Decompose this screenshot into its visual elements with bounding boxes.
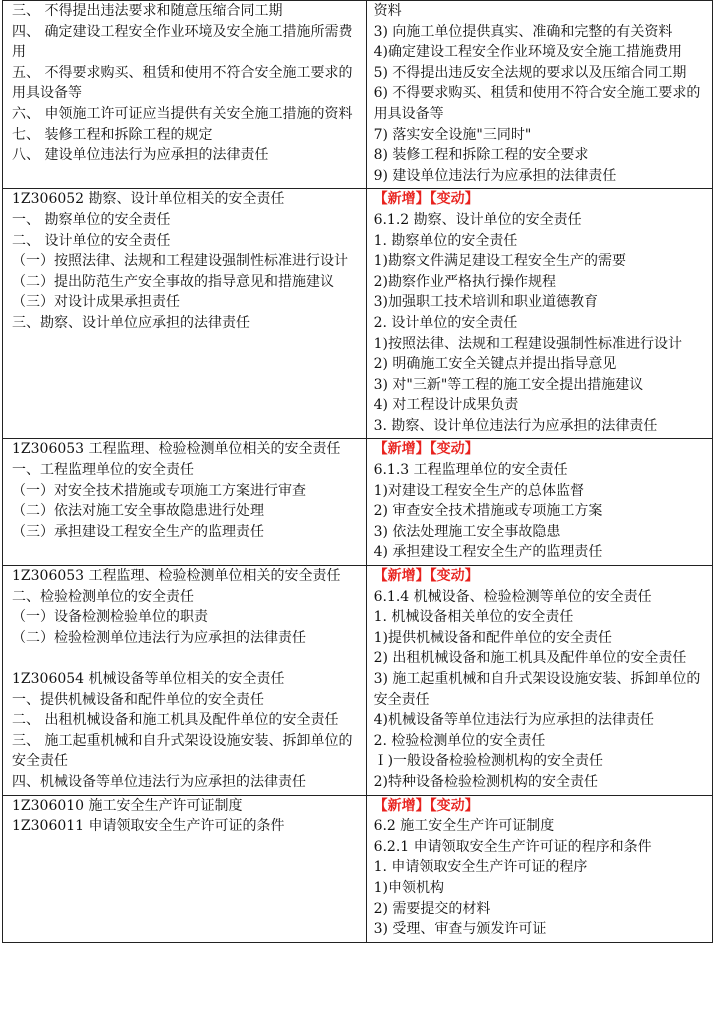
new-outline-line: 6.2 施工安全生产许可证制度 (373, 818, 555, 835)
old-outline-line (12, 648, 362, 669)
new-outline-line: 2) 出租机械设备和施工机具及配件单位的安全责任 (373, 650, 687, 667)
new-outline-line: 1. 机械设备相关单位的安全责任 (373, 609, 574, 626)
new-outline-cell (366, 566, 712, 796)
old-outline-line: 二、 设计单位的安全责任 (12, 232, 171, 249)
old-outline-line: 一、 勘察单位的安全责任 (12, 211, 171, 228)
old-outline-line: 三、 施工起重机械和自升式架设设施安装、拆卸单位的安全责任 (12, 732, 353, 770)
old-outline-line: （二）依法对施工安全事故隐患进行处理 (12, 503, 264, 520)
new-outline-line: 8) 装修工程和拆除工程的安全要求 (373, 147, 589, 164)
old-outline-line: 二、检验检测单位的安全责任 (12, 588, 194, 605)
old-outline-line: 六、 申领施工许可证应当提供有关安全施工措施的资料 (12, 105, 353, 122)
new-outline-line: 3. 勘察、设计单位违法行为应承担的法律责任 (373, 417, 658, 434)
old-outline-line: 四、机械设备等单位违法行为应承担的法律责任 (12, 773, 306, 790)
old-outline-line: 八、 建设单位违法行为应承担的法律责任 (12, 147, 269, 164)
new-outline-cell (366, 439, 712, 566)
new-outline-line: 2. 检验检测单位的安全责任 (373, 732, 546, 749)
new-outline-line: 9) 建设单位违法行为应承担的法律责任 (373, 167, 617, 184)
old-outline-line: 三、勘察、设计单位应承担的法律责任 (12, 314, 250, 331)
new-outline-line: 1)按照法律、法规和工程建设强制性标准进行设计 (373, 335, 682, 352)
new-outline-line: 2)勘察作业严格执行操作规程 (373, 273, 556, 290)
old-outline-line: 1Z306010 施工安全生产许可证制度 (12, 797, 243, 814)
new-outline-line: 资料 (373, 3, 402, 19)
table-row (3, 439, 713, 566)
table-body (3, 1, 713, 943)
new-outline-line: 3) 向施工单位提供真实、准确和完整的有关资料 (373, 23, 673, 40)
table-row (3, 795, 713, 942)
table-row (3, 189, 713, 439)
old-outline-line: 三、 不得提出违法要求和随意压缩合同工期 (12, 3, 283, 19)
new-outline-line: 2) 审查安全技术措施或专项施工方案 (373, 503, 603, 520)
old-outline-line: 五、 不得要求购买、租赁和使用不符合安全施工要求的用具设备等 (12, 64, 353, 102)
change-tag: 【新增】【变动】 (373, 191, 479, 208)
old-outline-line: （三）承担建设工程安全生产的监理责任 (12, 523, 264, 540)
old-outline-line: 1Z306053 工程监理、检验检测单位相关的安全责任 (12, 441, 341, 458)
new-outline-line: 4)机械设备等单位违法行为应承担的法律责任 (373, 712, 654, 729)
new-outline-line: 6.1.2 勘察、设计单位的安全责任 (373, 211, 582, 228)
old-outline-line: 七、 装修工程和拆除工程的规定 (12, 126, 213, 143)
new-outline-line: 7) 落实安全设施"三同时" (373, 126, 532, 143)
new-outline-line: 4) 承担建设工程安全生产的监理责任 (373, 544, 603, 561)
new-outline-line: 3)加强职工技术培训和职业道德教育 (373, 294, 598, 311)
table-row (3, 1, 713, 189)
change-tag: 【新增】【变动】 (373, 568, 479, 585)
old-outline-cell (3, 795, 367, 942)
new-outline-line: 5) 不得提出违反安全法规的要求以及压缩合同工期 (373, 64, 687, 81)
new-outline-cell (366, 1, 712, 189)
old-outline-line: 一、提供机械设备和配件单位的安全责任 (12, 691, 264, 708)
new-outline-line: 6) 不得要求购买、租赁和使用不符合安全施工要求的用具设备等 (373, 85, 701, 122)
old-outline-cell (3, 189, 367, 439)
old-outline-line: （三）对设计成果承担责任 (12, 294, 180, 311)
new-outline-line: 1)申领机构 (373, 879, 444, 896)
new-outline-cell (366, 795, 712, 942)
old-outline-line: 1Z306053 工程监理、检验检测单位相关的安全责任 (12, 568, 341, 585)
change-tag: 【新增】【变动】 (373, 797, 479, 814)
new-outline-line: 1. 申请领取安全生产许可证的程序 (373, 859, 588, 876)
new-outline-line: 4)确定建设工程安全作业环境及安全施工措施费用 (373, 44, 682, 61)
old-outline-line: 1Z306052 勘察、设计单位相关的安全责任 (12, 191, 285, 208)
new-outline-line: 2. 设计单位的安全责任 (373, 314, 518, 331)
new-outline-line: 1)对建设工程安全生产的总体监督 (373, 482, 584, 499)
table-row (3, 566, 713, 796)
new-outline-line: 3) 施工起重机械和自升式架设设施安装、拆卸单位的安全责任 (373, 671, 701, 708)
new-outline-line: 1. 勘察单位的安全责任 (373, 232, 518, 249)
new-outline-line: Ｉ)一般设备检验检测机构的安全责任 (373, 753, 604, 770)
new-outline-line: 4) 对工程设计成果负责 (373, 397, 519, 414)
old-outline-line: （一）按照法律、法规和工程建设强制性标准进行设计 (12, 253, 348, 270)
new-outline-line: 1)勘察文件满足建设工程安全生产的需要 (373, 253, 626, 270)
new-outline-line: 3) 受理、审查与颁发许可证 (373, 921, 547, 938)
comparison-table (2, 0, 713, 943)
new-outline-line: 6.1.4 机械设备、检验检测等单位的安全责任 (373, 588, 652, 605)
new-outline-line: 6.2.1 申请领取安全生产许可证的程序和条件 (373, 838, 652, 855)
new-outline-cell (366, 189, 712, 439)
new-outline-line: 3) 依法处理施工安全事故隐患 (373, 523, 561, 540)
old-outline-cell (3, 1, 367, 189)
change-tag: 【新增】【变动】 (373, 441, 479, 458)
old-outline-line: （二）检验检测单位违法行为应承担的法律责任 (12, 629, 306, 646)
new-outline-line: 2)特种设备检验检测机构的安全责任 (373, 773, 598, 790)
old-outline-line: 1Z306011 申请领取安全生产许可证的条件 (12, 818, 285, 835)
old-outline-line: （二）提出防范生产安全事故的指导意见和措施建议 (12, 273, 334, 290)
new-outline-line: 2) 需要提交的材料 (373, 900, 491, 917)
old-outline-line: （一）设备检测检验单位的职责 (12, 609, 208, 626)
new-outline-line: 3) 对"三新"等工程的施工安全提出措施建议 (373, 376, 644, 393)
old-outline-line: （一）对安全技术措施或专项施工方案进行审查 (12, 482, 306, 499)
old-outline-line: 1Z306054 机械设备等单位相关的安全责任 (12, 671, 285, 687)
new-outline-line: 6.1.3 工程监理单位的安全责任 (373, 462, 568, 479)
old-outline-cell (3, 566, 367, 796)
old-outline-line: 四、 确定建设工程安全作业环境及安全施工措施所需费用 (12, 23, 353, 61)
old-outline-cell (3, 439, 367, 566)
old-outline-line: 一、工程监理单位的安全责任 (12, 462, 194, 479)
old-outline-line: 二、 出租机械设备和施工机具及配件单位的安全责任 (12, 712, 339, 729)
new-outline-line: 2) 明确施工安全关键点并提出指导意见 (373, 356, 617, 373)
new-outline-line: 1)提供机械设备和配件单位的安全责任 (373, 629, 612, 646)
